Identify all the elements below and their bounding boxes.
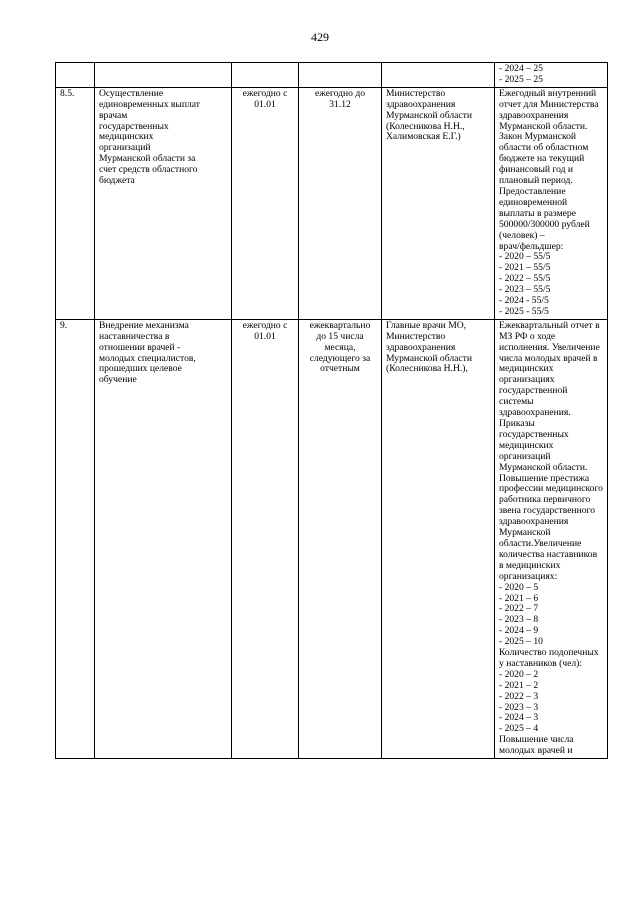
table-row (56, 87, 608, 319)
responsible (382, 63, 495, 88)
end-date: ежеквартально до 15 числа месяца, следующего за отчетным (299, 319, 382, 758)
start-date (232, 63, 299, 88)
start-date: ежегодно с 01.01 (232, 87, 299, 319)
result: - 2024 – 25 - 2025 – 25 (495, 63, 608, 88)
page-number: 429 (311, 30, 329, 44)
table-row (56, 319, 608, 758)
plan-table (55, 62, 608, 759)
start-date: ежегодно с 01.01 (232, 319, 299, 758)
activity-name: Осуществление единовременных выплат врачам государственных медицинских организаций Мурманской области за счет средств областного бюджета (95, 87, 232, 319)
responsible: Министерство здравоохранения Мурманской области (Колесникова Н.Н., Халимовская Е.Г.) (382, 87, 495, 319)
responsible: Главные врачи МО, Министерство здравоохранения Мурманской области (Колесникова Н.Н.), (382, 319, 495, 758)
row-number: 9. (56, 319, 95, 758)
result: Ежегодный внутренний отчет для Министерства здравоохранения Мурманской области. Закон Мурманской области об областном бюджете на текущий финансовый год и плановый период. Предоставление единовременной выплаты в размере 500000/300000 рублей (человек) – врач/фельдшер: - 2020 – 55/5 - 2021 – 55/5 - 2022 – 55/5 - 2023 – 55/5 - 2024 - 55/5 - 2025 - 55/5 (495, 87, 608, 319)
row-number (56, 63, 95, 88)
row-number: 8.5. (56, 87, 95, 319)
activity-name (95, 63, 232, 88)
result: Ежеквартальный отчет в МЗ РФ о ходе исполнения. Увеличение числа молодых врачей в медицинских организациях государственной системы здравоохранения. Приказы государственных медицинских организаций Мурманской области. Повышение престижа профессии медицинского работника первичного звена государственного здравоохранения Мурманской области.Увеличение количества наставников в медицинских организациях: - 2020 – 5 - 2021 – 6 - 2022 – 7 - 2023 – 8 - 2024 – 9 - 2025 – 10 Количество подопечных у наставников (чел): - 2020 – 2 - 2021 – 2 - 2022 – 3 - 2023 – 3 - 2024 – 3 - 2025 – 4 Повышение числа молодых врачей и (495, 319, 608, 758)
table-row (56, 63, 608, 88)
end-date: ежегодно до 31.12 (299, 87, 382, 319)
end-date (299, 63, 382, 88)
activity-name: Внедрение механизма наставничества в отношении врачей - молодых специалистов, прошедших целевое обучение (95, 319, 232, 758)
